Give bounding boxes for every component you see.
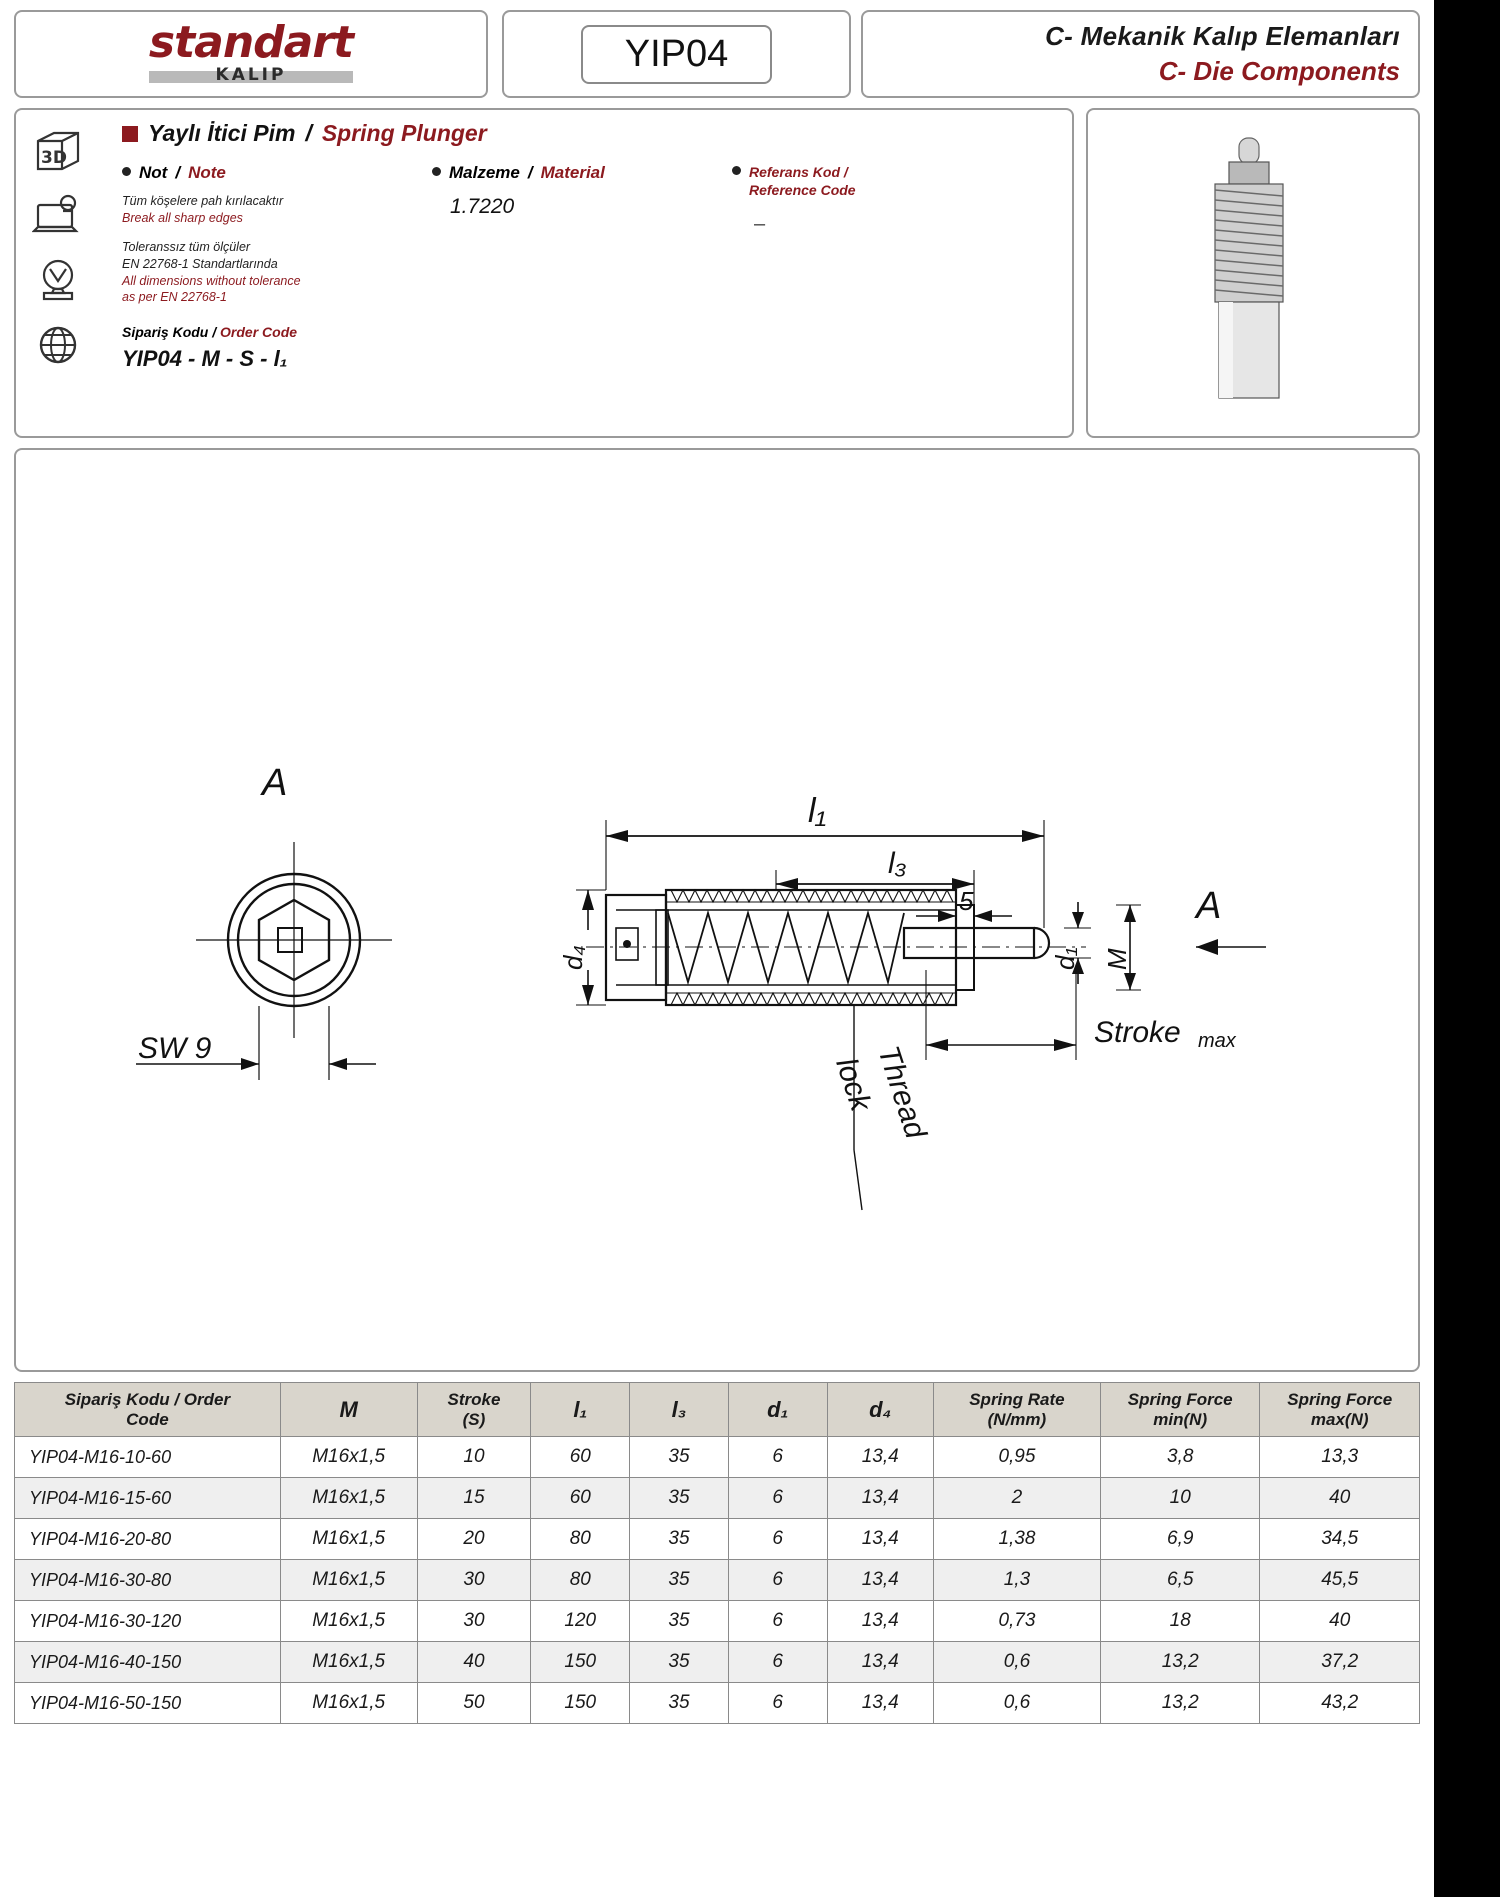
section-arrow-a: [1196, 939, 1266, 955]
cell-order-code: YIP04-M16-30-80: [15, 1560, 281, 1601]
th-stroke-l1: Stroke: [447, 1390, 501, 1409]
specification-table-wrap: [14, 1382, 1420, 1724]
cell-d4: 13,4: [827, 1437, 933, 1478]
logo-subtext: KALIP: [215, 65, 287, 85]
cell-l1: 80: [531, 1519, 630, 1560]
note1-tr: Tüm köşelere pah kırılacaktır: [122, 194, 284, 208]
cell-l1: 150: [531, 1642, 630, 1683]
material-label-tr: Malzeme: [449, 163, 520, 182]
globe-icon: [30, 316, 86, 374]
note2-tr-2: EN 22768-1 Standartlarında: [122, 256, 278, 271]
th-order-code: [15, 1383, 281, 1437]
reference-label-tr: Referans Kod /: [749, 164, 848, 180]
table-row: [15, 1437, 1420, 1478]
note-column: [122, 163, 432, 372]
cell-l3: 35: [630, 1601, 729, 1642]
cell-m: M16x1,5: [280, 1519, 417, 1560]
cell-spring-rate: 0,6: [933, 1642, 1100, 1683]
cell-spring-rate: 1,3: [933, 1560, 1100, 1601]
cell-m: M16x1,5: [280, 1478, 417, 1519]
th-spring-rate: [933, 1383, 1100, 1437]
cell-l3: 35: [630, 1642, 729, 1683]
reference-value: –: [754, 213, 766, 236]
label-section-a-right: A: [1196, 885, 1222, 927]
order-code-label: [122, 324, 432, 340]
table-row: [15, 1642, 1420, 1683]
cell-l1: 80: [531, 1560, 630, 1601]
note-label-tr: Not: [139, 163, 168, 182]
note2-en-1: All dimensions without tolerance: [122, 273, 301, 288]
section-view-a: [196, 842, 392, 1038]
th-spring-force-max: [1260, 1383, 1420, 1437]
cell-l3: 35: [630, 1437, 729, 1478]
cad-laptop-icon: [30, 188, 86, 246]
note-label-sep: /: [175, 163, 181, 182]
brand-logo: [14, 10, 488, 98]
th-stroke-l2: (S): [462, 1409, 486, 1429]
label-l1: l₁: [808, 792, 827, 830]
note-label-en: Note: [188, 163, 226, 182]
cell-m: M16x1,5: [280, 1642, 417, 1683]
specification-table: [14, 1382, 1420, 1724]
table-row: [15, 1601, 1420, 1642]
table-row: [15, 1519, 1420, 1560]
cell-d1: 6: [728, 1519, 827, 1560]
label-stroke-max: max: [1198, 1030, 1236, 1052]
note2-tr-1: Toleranssız tüm ölçüler: [122, 239, 251, 254]
cell-spring-rate: 0,95: [933, 1437, 1100, 1478]
cell-order-code: YIP04-M16-40-150: [15, 1642, 281, 1683]
info-panel: [14, 108, 1074, 438]
material-column: [432, 163, 732, 372]
page-header: [14, 10, 1420, 98]
bullet-dot-icon: [732, 166, 741, 175]
cell-stroke: 15: [417, 1478, 531, 1519]
cell-stroke: 20: [417, 1519, 531, 1560]
cell-d4: 13,4: [827, 1560, 933, 1601]
cell-force-max: 37,2: [1260, 1642, 1420, 1683]
note-block-1: [122, 193, 432, 227]
cell-force-max: 45,5: [1260, 1560, 1420, 1601]
cell-stroke: 30: [417, 1601, 531, 1642]
label-M: M: [1102, 948, 1132, 970]
note1-en: Break all sharp edges: [122, 210, 243, 225]
cell-stroke: 40: [417, 1642, 531, 1683]
note-heading: [122, 163, 432, 183]
cell-force-max: 40: [1260, 1601, 1420, 1642]
th-spring-rate-l2: (N/mm): [987, 1409, 1047, 1429]
cell-l3: 35: [630, 1560, 729, 1601]
component-title-tr: Yaylı İtici Pim: [148, 120, 296, 146]
label-5: 5: [959, 886, 974, 916]
cell-l1: 150: [531, 1683, 630, 1724]
cell-l1: 120: [531, 1601, 630, 1642]
note-body: [122, 193, 432, 306]
cell-d4: 13,4: [827, 1601, 933, 1642]
section-title-en: C- Die Components: [1158, 56, 1400, 86]
material-label-sep: /: [527, 163, 533, 182]
th-stroke: [417, 1383, 531, 1437]
label-sw9: SW 9: [138, 1032, 212, 1065]
cell-force-max: 43,2: [1260, 1683, 1420, 1724]
cell-spring-rate: 2: [933, 1478, 1100, 1519]
icon-column: [30, 124, 94, 380]
cell-stroke: 50: [417, 1683, 531, 1724]
cell-order-code: YIP04-M16-10-60: [15, 1437, 281, 1478]
quality-stamp-icon: [30, 252, 86, 310]
cell-d1: 6: [728, 1683, 827, 1724]
plunger-body: [586, 890, 1086, 1005]
cell-l3: 35: [630, 1519, 729, 1560]
th-order-code-l1: Sipariş Kodu / Order: [64, 1390, 231, 1409]
cell-force-max: 40: [1260, 1478, 1420, 1519]
cell-force-min: 6,5: [1100, 1560, 1259, 1601]
order-code-pattern: YIP04 - M - S - l₁: [122, 346, 288, 372]
th-spring-force-min: [1100, 1383, 1259, 1437]
cell-spring-rate: 0,73: [933, 1601, 1100, 1642]
note-block-2: [122, 239, 432, 307]
dim-d1: [1064, 902, 1091, 984]
label-thread-lock-1: Thread: [871, 1041, 933, 1143]
th-l1: l₁: [531, 1383, 630, 1437]
cell-force-max: 13,3: [1260, 1437, 1420, 1478]
label-d4: d₄: [558, 945, 588, 970]
cell-d1: 6: [728, 1601, 827, 1642]
th-m: M: [280, 1383, 417, 1437]
svg-text:3D: 3D: [41, 148, 67, 168]
cell-l3: 35: [630, 1683, 729, 1724]
label-thread-lock-2: lock: [829, 1053, 878, 1115]
cell-m: M16x1,5: [280, 1683, 417, 1724]
component-title-en: Spring Plunger: [321, 120, 487, 146]
cell-d1: 6: [728, 1642, 827, 1683]
table-header-row: [15, 1383, 1420, 1437]
order-code-label-en: Order Code: [220, 324, 298, 341]
label-l3: l₃: [888, 847, 907, 880]
table-body: [15, 1437, 1420, 1724]
cell-order-code: YIP04-M16-20-80: [15, 1519, 281, 1560]
cell-order-code: YIP04-M16-30-120: [15, 1601, 281, 1642]
cell-force-min: 6,9: [1100, 1519, 1259, 1560]
cell-d4: 13,4: [827, 1683, 933, 1724]
th-fmax-l1: Spring Force: [1287, 1390, 1393, 1409]
cell-d1: 6: [728, 1560, 827, 1601]
cell-d4: 13,4: [827, 1519, 933, 1560]
label-d1: d₁: [1050, 947, 1080, 970]
bullet-dot-icon: [432, 167, 441, 176]
material-label-en: Material: [540, 163, 605, 182]
material-heading: [432, 163, 732, 183]
cell-d4: 13,4: [827, 1642, 933, 1683]
cell-d1: 6: [728, 1437, 827, 1478]
bullet-square-icon: [122, 126, 138, 142]
product-photo-panel: [1086, 108, 1420, 438]
th-l3: l₃: [630, 1383, 729, 1437]
cell-l1: 60: [531, 1437, 630, 1478]
cell-force-max: 34,5: [1260, 1519, 1420, 1560]
cell-force-min: 18: [1100, 1601, 1259, 1642]
cell-spring-rate: 1,38: [933, 1519, 1100, 1560]
order-code-label-tr: Sipariş Kodu /: [122, 324, 217, 341]
table-row: [15, 1683, 1420, 1724]
component-title: [122, 120, 1060, 147]
cell-m: M16x1,5: [280, 1560, 417, 1601]
cell-force-min: 13,2: [1100, 1642, 1259, 1683]
reference-heading: [732, 163, 1060, 199]
cell-m: M16x1,5: [280, 1601, 417, 1642]
cell-d4: 13,4: [827, 1478, 933, 1519]
info-content: [122, 120, 1060, 372]
th-d1: d₁: [728, 1383, 827, 1437]
note2-en-2: as per EN 22768-1: [122, 290, 227, 305]
component-title-sep: /: [305, 120, 312, 146]
3d-cube-icon: [30, 124, 86, 182]
reference-column: [732, 163, 1060, 372]
cell-l1: 60: [531, 1478, 630, 1519]
section-title-tr: C- Mekanik Kalıp Elemanları: [1045, 21, 1400, 51]
bullet-dot-icon: [122, 167, 131, 176]
cell-l3: 35: [630, 1478, 729, 1519]
spring-plunger-photo: [1153, 128, 1353, 418]
label-section-a-left: A: [262, 762, 288, 804]
logo-wordmark: standart: [148, 17, 354, 68]
technical-drawing-panel: [14, 448, 1420, 1372]
cell-stroke: 30: [417, 1560, 531, 1601]
th-d4: d₄: [827, 1383, 933, 1437]
th-fmax-l2: max(N): [1310, 1409, 1369, 1429]
th-spring-rate-l1: Spring Rate: [969, 1390, 1065, 1409]
dim-l3: [776, 870, 974, 905]
cell-force-min: 3,8: [1100, 1437, 1259, 1478]
info-row: [14, 108, 1420, 438]
cell-force-min: 13,2: [1100, 1683, 1259, 1724]
product-code-box: [502, 10, 851, 98]
section-title-box: [861, 10, 1420, 98]
cell-force-min: 10: [1100, 1478, 1259, 1519]
product-code: YIP04: [581, 25, 773, 84]
table-row: [15, 1560, 1420, 1601]
dim-stroke-max: [926, 970, 1076, 1060]
reference-label-en: Reference Code: [749, 182, 856, 199]
th-order-code-l2: Code: [126, 1409, 169, 1429]
cell-m: M16x1,5: [280, 1437, 417, 1478]
cell-order-code: YIP04-M16-50-150: [15, 1683, 281, 1724]
dim-l1: [606, 820, 1044, 928]
table-row: [15, 1478, 1420, 1519]
page-edge-margin: [1434, 0, 1500, 1897]
technical-drawing: [16, 450, 1416, 1366]
dim-M: [1116, 905, 1141, 990]
cell-spring-rate: 0,6: [933, 1683, 1100, 1724]
th-fmin-l2: min(N): [1153, 1409, 1208, 1429]
cell-stroke: 10: [417, 1437, 531, 1478]
cell-d1: 6: [728, 1478, 827, 1519]
material-value: 1.7220: [450, 195, 515, 218]
info-columns: [122, 163, 1060, 372]
th-fmin-l1: Spring Force: [1127, 1390, 1233, 1409]
cell-order-code: YIP04-M16-15-60: [15, 1478, 281, 1519]
label-stroke: Stroke: [1094, 1016, 1181, 1049]
